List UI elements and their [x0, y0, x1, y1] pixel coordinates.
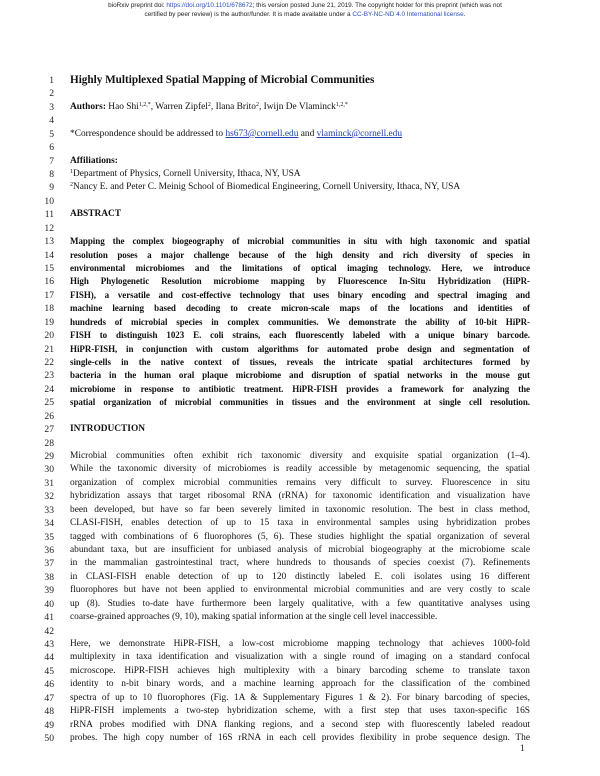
- affil-text: Department of Physics, Cornell University, Ithaca, NY, USA: [73, 169, 301, 179]
- line-number: 21: [44, 343, 54, 355]
- line-number: 48: [44, 706, 54, 718]
- line-number: 26: [44, 410, 54, 422]
- line-number: 30: [44, 464, 54, 476]
- text-line: identity to n-bit binary words, and a machine learning approach for the classification of the combined: [70, 679, 530, 690]
- author-name: , Ilana Brito: [210, 101, 256, 112]
- authors-label: Authors:: [70, 101, 106, 112]
- line-number: 14: [44, 249, 54, 261]
- line-number: 24: [44, 383, 54, 395]
- text-line: machine learning based decoding to create micron-scale maps of the locations and identities of: [70, 303, 530, 314]
- author-affil: 2: [207, 101, 211, 108]
- doi-link[interactable]: https://doi.org/10.1101/678672: [166, 2, 253, 9]
- author-name: , Warren Zipfel: [150, 101, 208, 112]
- text-line: resolution poses a major challenge because of the high density and rich diversity of species in: [70, 249, 530, 260]
- line-number: 38: [44, 571, 54, 583]
- line-number: 7: [49, 155, 54, 167]
- author-name: , Iwijn De Vlaminck: [258, 101, 336, 112]
- line-number: 43: [44, 639, 54, 651]
- affiliation-2: [70, 182, 530, 193]
- preprint-text: .: [463, 10, 466, 18]
- text-line: FISH), a versatile and cost-effective technology that uses binary encoding and spectral imaging and: [70, 289, 530, 300]
- line-number: 4: [49, 115, 54, 127]
- text-line: coarse-grained approaches (9, 10), making spatial information at the single cell level inaccessible.: [70, 612, 438, 623]
- email-link-1[interactable]: hs673@cornell.edu: [225, 128, 299, 139]
- line-number: 18: [44, 303, 54, 315]
- line-number: 33: [44, 504, 54, 516]
- line-number: 31: [44, 477, 54, 489]
- preprint-header: [70, 2, 540, 19]
- preprint-text: ; this version posted June 21, 2019. The copyright holder for this preprint (which was not: [252, 2, 502, 9]
- text-line: hundreds of microbial species in complex communities. We demonstrate the ability of 10-bit HiPR-: [70, 316, 530, 327]
- line-number: 10: [44, 195, 54, 207]
- author-affil: 2: [255, 101, 259, 108]
- line-number: 50: [44, 733, 54, 745]
- text-line: single-cells in the native context of tissues, reveals the intricate spatial architectures formed by: [70, 357, 530, 368]
- text-line: bacteria in the human oral plaque microbiome and disruption of spatial networks in the mouse gut: [70, 370, 530, 381]
- line-number: 19: [44, 316, 54, 328]
- text-line: microbiome in response to antibiotic treatment. HiPR-FISH provides a framework for analyzing the: [70, 383, 530, 394]
- text-line: spatial organization of microbial communities in tissues and the environment at single cell resolution.: [70, 397, 530, 408]
- line-number: 25: [44, 397, 54, 409]
- line-number: 47: [44, 692, 54, 704]
- text-line: probes. The high copy number of 16S rRNA in each cell provides flexibility in probe sequence design. The: [70, 733, 530, 744]
- text-line: While the taxonomic diversity of microbiomes is readily accessible by metagenomic sequencing, the spatial: [70, 464, 530, 475]
- preprint-text: bioRxiv preprint doi:: [108, 2, 167, 9]
- text-line: rRNA probes modified with DNA flanking regions, and a second step with fluorescently labeled readout: [70, 719, 530, 730]
- affil-marker: 2: [70, 182, 73, 189]
- preprint-line-1: [70, 2, 540, 11]
- line-number: 1: [49, 75, 54, 86]
- text-line: in the mammalian gastrointestinal tract, where hundreds to thousands of species coexist (7). Refinements: [70, 558, 530, 569]
- line-number: 32: [44, 491, 54, 503]
- line-number: 46: [44, 679, 54, 691]
- introduction-heading: INTRODUCTION: [70, 424, 146, 435]
- line-number: 40: [44, 598, 54, 610]
- affil-marker: 1: [70, 169, 73, 175]
- line-number: 36: [44, 545, 54, 557]
- page-number: 1: [520, 744, 525, 754]
- line-number: 29: [44, 451, 54, 463]
- authors-line: [70, 102, 530, 113]
- line-number: 28: [44, 437, 54, 449]
- line-number: 8: [49, 169, 54, 180]
- line-number: 23: [44, 370, 54, 382]
- correspondence-line: [70, 129, 530, 140]
- abstract-heading: ABSTRACT: [70, 209, 122, 220]
- affiliations-heading: Affiliations:: [70, 155, 118, 166]
- text-line: organization of complex microbial communities remains very difficult to survey. Fluorescence in situ: [70, 477, 530, 488]
- text-line: abundant taxa, but are insufficient for unbiased analysis of microbial biogeography at the microbiome scale: [70, 545, 530, 556]
- line-number: 22: [44, 357, 54, 369]
- line-number: 16: [44, 276, 54, 288]
- paper-title: Highly Multiplexed Spatial Mapping of Microbial Communities: [70, 74, 375, 86]
- affil-text: Nancy E. and Peter C. Meinig School of Biomedical Engineering, Cornell University, Ithaca, NY, USA: [73, 182, 461, 193]
- line-number: 44: [44, 652, 54, 664]
- affiliation-1: [70, 169, 530, 180]
- line-number: 39: [44, 585, 54, 597]
- line-number: 42: [44, 625, 54, 637]
- author-name: Hao Shi: [105, 101, 139, 112]
- line-number: 13: [44, 236, 54, 248]
- line-number: 9: [49, 182, 54, 194]
- line-number: 6: [49, 142, 54, 154]
- preprint-line-2: [70, 11, 540, 20]
- text-line: microscope. HiPR-FISH achieves high multiplexity with a binary barcoding scheme to translate taxon: [70, 665, 530, 676]
- text-line: HiPR-FISH, in conjunction with custom algorithms for automated probe design and segmentation of: [70, 343, 530, 354]
- preprint-text: certified by peer review) is the author/funder. It is made available under a: [144, 10, 353, 18]
- text-line: HiPR-FISH implements a two-step hybridization scheme, with a first step that uses taxon-specific 16S: [70, 706, 530, 717]
- line-number: 37: [44, 558, 54, 570]
- text-line: Microbial communities often exhibit rich taxonomic diversity and exquisite spatial organization (1–4).: [70, 451, 530, 462]
- line-number: 12: [44, 222, 54, 234]
- line-number: 3: [49, 101, 54, 113]
- correspondence-text: and: [298, 128, 317, 139]
- text-line: environmental microbiomes and the limitations of optical imaging technology. Here, we introduce: [70, 263, 530, 274]
- text-line: up (8). Studies to-date have furthermore been largely qualitative, with a few quantitative analyses using: [70, 598, 530, 609]
- text-line: Mapping the complex biogeography of microbial communities in situ with high taxonomic and spatial: [70, 236, 530, 247]
- text-line: hybridization assays that target ribosomal RNA (rRNA) for taxonomic identification and visualization have: [70, 491, 530, 502]
- line-number: 11: [44, 209, 54, 221]
- line-number: 20: [44, 330, 54, 342]
- text-line: Here, we demonstrate HiPR-FISH, a low-cost microbiome mapping technology that achieves 1000-fold: [70, 639, 530, 650]
- text-line: tagged with combinations of 6 fluorophores (5, 6). These studies highlight the spatial organization of several: [70, 531, 530, 542]
- text-line: fluorophores but have not been applied to environmental microbial communities and are very costly to scale: [70, 585, 530, 596]
- line-number: 27: [44, 424, 54, 436]
- email-link-2[interactable]: vlaminck@cornell.edu: [316, 128, 403, 139]
- license-link[interactable]: CC-BY-NC-ND 4.0 International license: [352, 10, 464, 18]
- line-number: 17: [44, 289, 54, 301]
- line-number: 41: [44, 612, 54, 624]
- line-number: 49: [44, 719, 54, 731]
- author-affil: 1,2,*: [138, 101, 151, 108]
- text-line: multiplexity in taxa identification and visualization with a single round of imaging on a standard confocal: [70, 652, 530, 663]
- line-number: 45: [44, 665, 54, 677]
- line-number: 2: [49, 88, 54, 100]
- line-number: 15: [44, 263, 54, 275]
- text-line: CLASI-FISH, enables detection of up to 15 taxa in environmental samples using hybridization probes: [70, 518, 530, 529]
- correspondence-text: *Correspondence should be addressed to: [70, 128, 226, 139]
- line-number: 34: [44, 518, 54, 530]
- text-line: High Phylogenetic Resolution microbiome mapping by Fluorescence In-Situ Hybridization (HiPR-: [70, 276, 530, 287]
- author-affil: 1,2,*: [335, 101, 348, 108]
- text-line: spectra of up to 10 fluorophores (Fig. 1A & Supplementary Figures 1 & 2). For binary barcoding of species,: [70, 692, 530, 703]
- line-number: 5: [49, 128, 54, 140]
- line-number: 35: [44, 531, 54, 543]
- text-line: FISH to distinguish 1023 E. coli strains, each fluorescently labeled with a unique binary barcode.: [70, 330, 530, 341]
- text-line: in CLASI-FISH enable detection of up to 120 distinctly labeled E. coli isolates using 16 different: [70, 571, 530, 582]
- text-line: been developed, but have so far been severely limited in taxonomic resolution. The best in class method,: [70, 504, 530, 515]
